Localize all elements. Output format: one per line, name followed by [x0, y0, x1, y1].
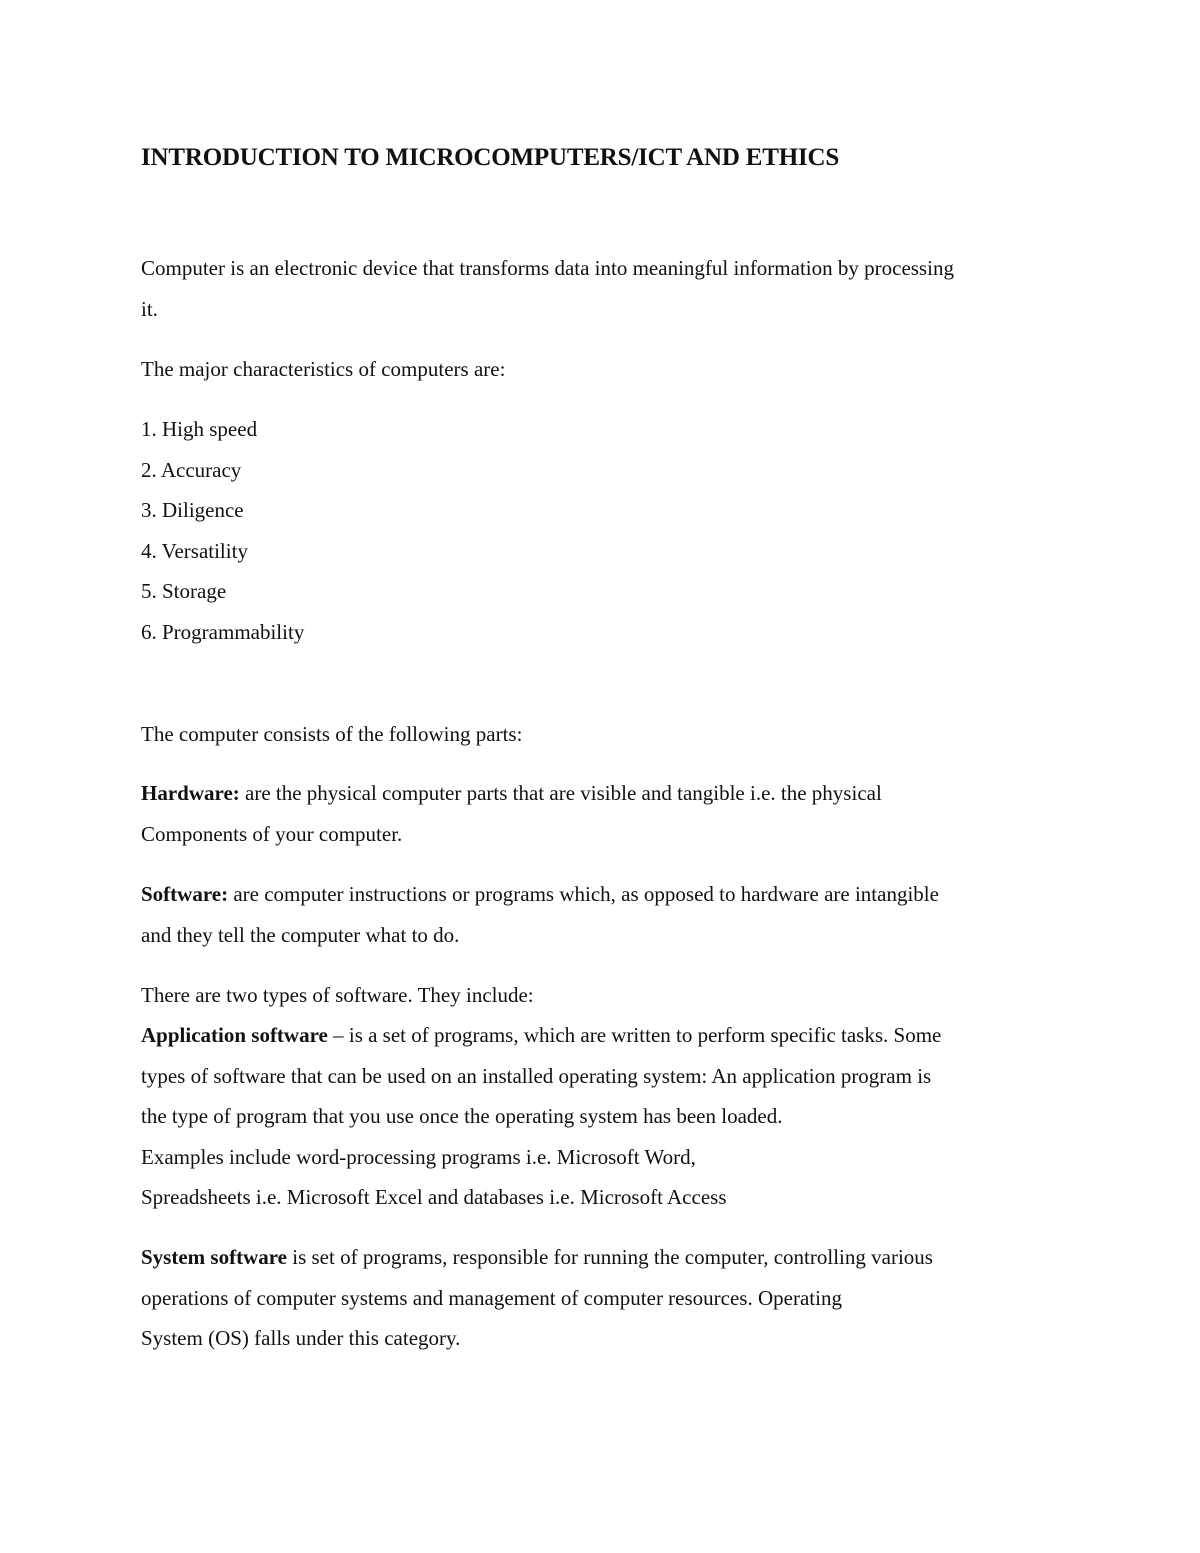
hardware-definition: are the physical computer parts that are visible and tangible i.e. the physical [239, 781, 882, 805]
software-line-2: and they tell the computer what to do. [141, 923, 460, 947]
application-software-line-3: the type of program that you use once the operating system has been loaded. [141, 1104, 783, 1128]
application-software-line-5: Spreadsheets i.e. Microsoft Excel and databases i.e. Microsoft Access [141, 1185, 727, 1209]
system-software-definition: is set of programs, responsible for running the computer, controlling various [287, 1245, 933, 1269]
application-software-line-4: Examples include word-processing programs i.e. Microsoft Word, [141, 1145, 696, 1169]
software-line-1 [141, 881, 939, 907]
system-software-line-3: System (OS) falls under this category. [141, 1326, 461, 1350]
application-software-line-1 [141, 1022, 941, 1048]
system-software-line-1 [141, 1244, 933, 1270]
list-item: 3. Diligence [141, 498, 244, 522]
application-software-definition: – is a set of programs, which are written to perform specific tasks. Some [327, 1023, 942, 1047]
system-software-term: System software [141, 1245, 287, 1269]
software-definition: are computer instructions or programs which, as opposed to hardware are intangible [228, 882, 939, 906]
parts-heading: The computer consists of the following parts: [141, 722, 523, 746]
intro-line-2: it. [141, 297, 158, 321]
software-types-heading: There are two types of software. They include: [141, 983, 534, 1007]
intro-line-1: Computer is an electronic device that transforms data into meaningful information by processing [141, 256, 954, 280]
system-software-line-2: operations of computer systems and management of computer resources. Operating [141, 1286, 842, 1310]
application-software-term: Application software [141, 1023, 328, 1047]
hardware-line-2: Components of your computer. [141, 822, 403, 846]
characteristics-heading: The major characteristics of computers are: [141, 357, 506, 381]
application-software-line-2: types of software that can be used on an installed operating system: An application program is [141, 1064, 932, 1088]
software-term: Software: [141, 882, 229, 906]
list-item: 4. Versatility [141, 539, 248, 563]
list-item: 6. Programmability [141, 620, 305, 644]
list-item: 1. High speed [141, 417, 258, 441]
list-item: 2. Accuracy [141, 458, 242, 482]
page-title: INTRODUCTION TO MICROCOMPUTERS/ICT AND ETHICS [141, 144, 840, 171]
list-item: 5. Storage [141, 579, 227, 603]
hardware-term: Hardware: [141, 781, 240, 805]
hardware-line-1 [141, 780, 882, 806]
